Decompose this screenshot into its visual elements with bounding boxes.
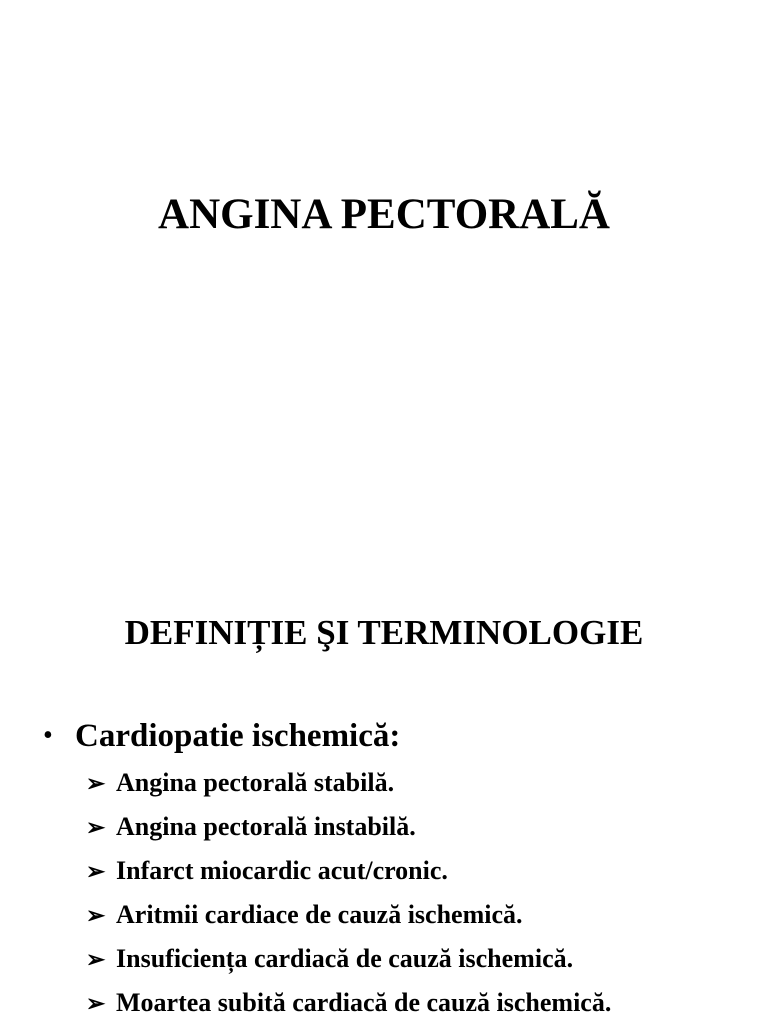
section-title: DEFINIȚIE ŞI TERMINOLOGIE — [124, 613, 644, 652]
list-item-text: Infarct miocardic acut/cronic. — [116, 856, 448, 885]
arrow-bullet-icon: ➢ — [86, 903, 106, 928]
list-item — [86, 893, 611, 937]
list-item — [86, 761, 611, 805]
slide-definition — [0, 560, 768, 1024]
bullet-dot-icon: • — [43, 720, 53, 751]
arrow-bullet-icon: ➢ — [86, 815, 106, 840]
list-item-text: Angina pectorală instabilă. — [116, 812, 416, 841]
list-item-text: Angina pectorală stabilă. — [116, 768, 395, 797]
arrow-bullet-icon: ➢ — [86, 859, 106, 884]
list-item — [86, 805, 611, 849]
list-item — [86, 937, 611, 981]
sub-bullet-list — [86, 761, 611, 1025]
arrow-bullet-icon: ➢ — [86, 771, 106, 796]
list-item — [86, 981, 611, 1025]
list-item — [86, 849, 611, 893]
page-title: ANGINA PECTORALĂ — [158, 191, 610, 238]
list-item-text: Insuficiența cardiacă de cauză ischemică. — [116, 944, 574, 973]
bullet-text: Cardiopatie ischemică: — [75, 718, 401, 754]
arrow-bullet-icon: ➢ — [86, 991, 106, 1016]
list-item-text: Aritmii cardiace de cauză ischemică. — [116, 900, 523, 929]
list-item-text: Moartea subită cardiacă de cauză ischemică. — [116, 988, 612, 1017]
bullet-item-cardiopatie — [43, 715, 400, 757]
arrow-bullet-icon: ➢ — [86, 947, 106, 972]
